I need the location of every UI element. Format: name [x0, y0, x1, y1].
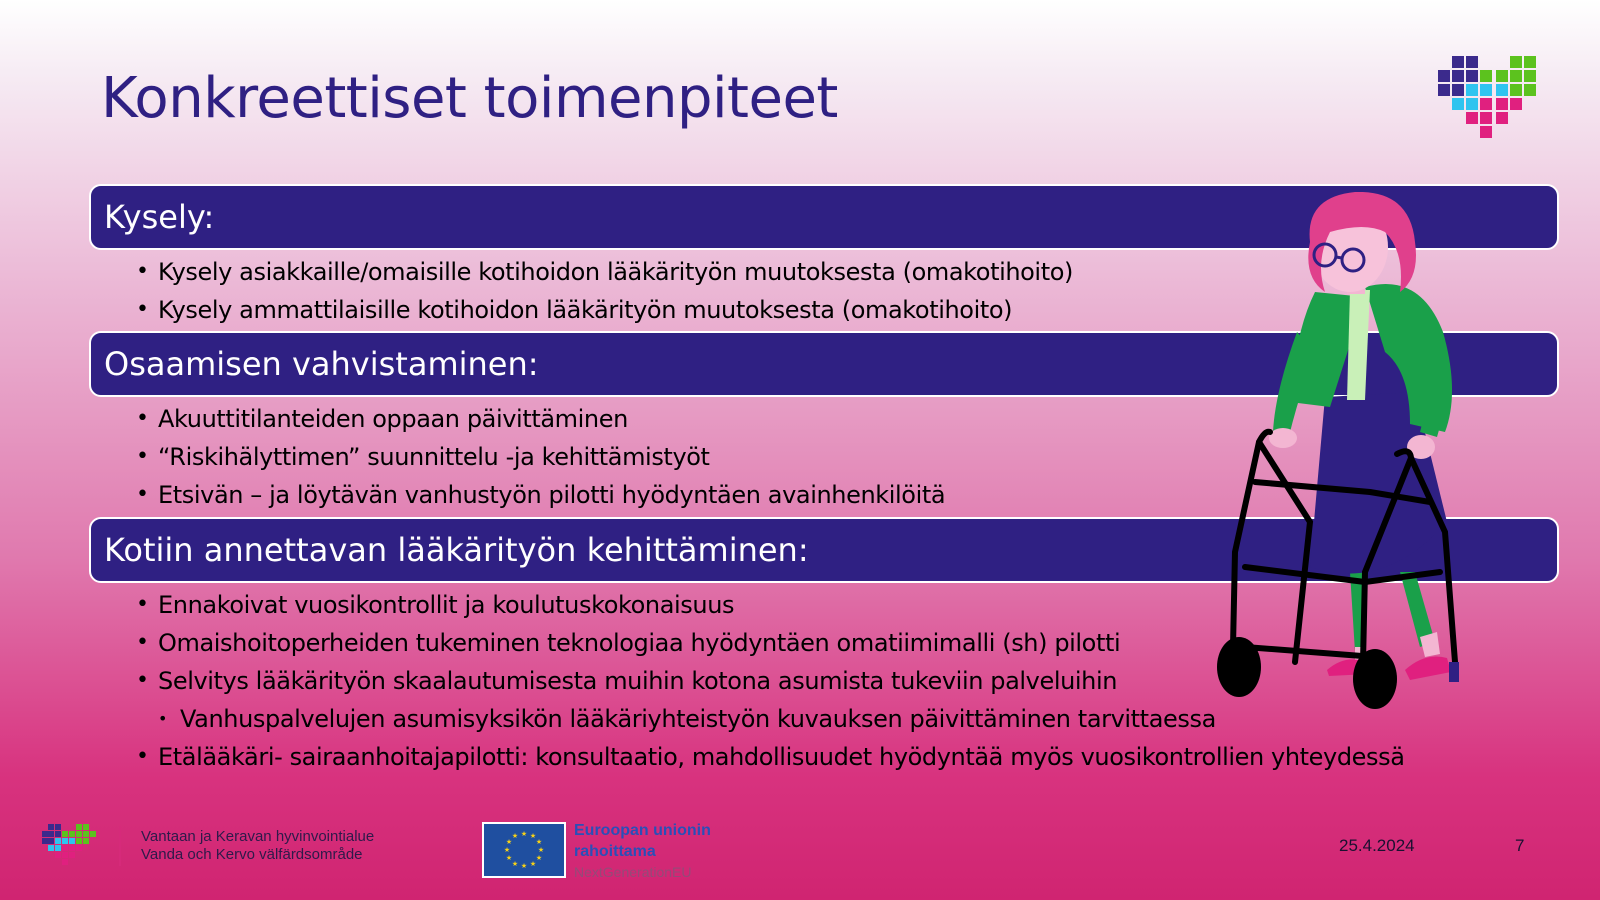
footer-org-fi: Vantaan ja Keravan hyvinvointialue	[141, 828, 375, 845]
svg-text:★: ★	[503, 846, 511, 854]
eu-line-2: rahoittama	[574, 843, 656, 860]
list-item: • Selvitys lääkärityön skaalautumisesta muihin kotona asumista tukeviin palveluihin	[136, 662, 1405, 700]
svg-text:★: ★	[511, 832, 519, 840]
footer-org-sv: Vanda och Kervo välfärdsområde	[141, 846, 363, 863]
list-item: • “Riskihälyttimen” suunnittelu -ja kehittämistyöt	[136, 438, 945, 476]
section-header-kysely: Kysely:	[89, 184, 1559, 250]
svg-text:★: ★	[520, 830, 528, 838]
svg-text:★: ★	[537, 846, 545, 854]
list-item: • Akuuttitilanteiden oppaan päivittäminen	[136, 400, 945, 438]
list-sub-item: • Vanhuspalvelujen asumisyksikön lääkäriyhteistyön kuvauksen päivittäminen tarvittaessa	[158, 700, 1405, 738]
list-item: • Ennakoivat vuosikontrollit ja koulutuskokonaisuus	[136, 586, 1405, 624]
svg-text:★: ★	[529, 860, 537, 868]
elderly-woman-with-walker-icon	[1215, 192, 1515, 727]
section-header-laakarityo: Kotiin annettavan lääkärityön kehittäminen:	[89, 517, 1559, 583]
eu-funding-label	[574, 820, 711, 883]
svg-text:★: ★	[535, 838, 543, 846]
eu-flag-icon	[482, 822, 566, 878]
footer-divider	[119, 826, 121, 866]
eu-line-1: Euroopan unionin	[574, 822, 711, 839]
list-item: • Kysely ammattilaisille kotihoidon lääkärityön muutoksesta (omakotihoito)	[136, 291, 1073, 329]
page-title: Konkreettiset toimenpiteet	[101, 66, 838, 131]
list-item: • Kysely asiakkaille/omaisille kotihoidon lääkärityön muutoksesta (omakotihoito)	[136, 253, 1073, 291]
slide-date: 25.4.2024	[1339, 836, 1415, 855]
list-item: • Etsivän – ja löytävän vanhustyön pilotti hyödyntäen avainhenkilöitä	[136, 476, 945, 514]
footer-heart-logo-icon	[42, 822, 102, 872]
list-item: • Omaishoitoperheiden tukeminen teknologiaa hyödyntäen omatiimimalli (sh) pilotti	[136, 624, 1405, 662]
svg-text:★: ★	[505, 854, 513, 862]
svg-text:★: ★	[535, 854, 543, 862]
footer-org-name	[141, 828, 374, 864]
page-number: 7	[1515, 836, 1525, 855]
section-header-osaaminen: Osaamisen vahvistaminen:	[89, 331, 1559, 397]
section-list-osaaminen	[136, 400, 945, 514]
svg-text:★: ★	[511, 860, 519, 868]
svg-text:★: ★	[520, 862, 528, 870]
list-item: • Etälääkäri- sairaanhoitajapilotti: konsultaatio, mahdollisuudet hyödyntää myös vuosikontrollien yhteydessä	[136, 738, 1405, 776]
section-list-kysely	[136, 253, 1073, 329]
heart-logo-icon	[1450, 56, 1562, 152]
eu-line-3: NextGenerationEU	[574, 864, 692, 880]
svg-text:★: ★	[529, 832, 537, 840]
svg-text:★: ★	[505, 838, 513, 846]
